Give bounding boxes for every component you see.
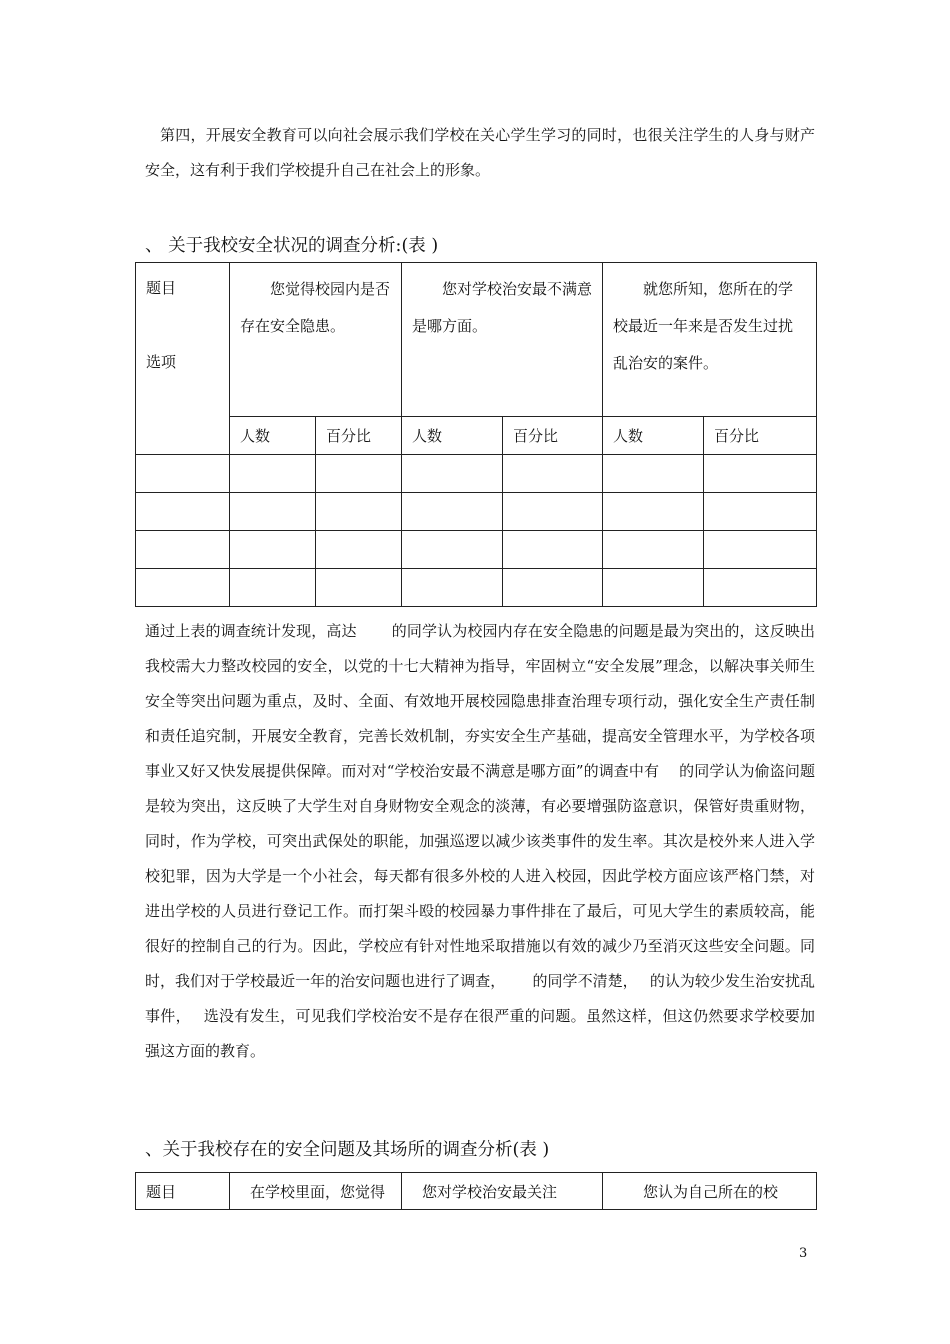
table-cell bbox=[603, 531, 704, 569]
table-row bbox=[136, 531, 817, 569]
subheader-percent: 百分比 bbox=[704, 417, 817, 455]
table-cell bbox=[230, 569, 316, 607]
paragraph-survey-analysis: 通过上表的调查统计发现，高达 的同学认为校园内存在安全隐患的问题是最为突出的，这反映出我校需大力整改校园的安全，以党的十七大精神为指导，牢固树立“安全发展”理念，以解决事关师生安全等突出问题为重点，及时、全面、有效地开展校园隐患排查治理专项行动，强化安全生产责任制和责任追究制，开展安全教育，完善长效机制，夯实安全生产基础，提高安全管理水平，为学校各项事业又好又快发展提供保障。而对对“学校治安最不满意是哪方面”的调查中有 的同学认为偷盗问题是较为突出，这反映了大学生对自身财物安全观念的淡薄，有必要增强防盗意识，保管好贵重财物，同时，作为学校，可突出武保处的职能，加强巡逻以减少该类事件的发生率。其次是校外来人进入学校犯罪，因为大学是一个小社会，每天都有很多外校的人进入校园，因此学校方面应该严格门禁，对进出学校的人员进行登记工作。而打架斗殴的校园暴力事件排在了最后，可见大学生的素质较高，能很好的控制自己的行为。因此，学校应有针对性地采取措施以有效的减少乃至消灭这些安全问题。同时，我们对于学校最近一年的治安问题也进行了调查， 的同学不清楚， 的认为较少发生治安扰乱事件， 选没有发生，可见我们学校治安不是存在很严重的问题。虽然这样，但这仍然要求学校要加强这方面的教育。 bbox=[145, 622, 815, 1060]
table-cell bbox=[316, 455, 402, 493]
table-cell bbox=[603, 569, 704, 607]
table-cell bbox=[402, 569, 503, 607]
corner-label-topic: 题目 bbox=[146, 279, 177, 297]
table-row bbox=[136, 493, 817, 531]
question-recent-cases: 就您所知，您所在的学校最近一年来是否发生过扰乱治安的案件。 bbox=[603, 263, 817, 417]
table-corner-cell bbox=[136, 263, 230, 455]
table-cell bbox=[503, 493, 603, 531]
table-cell bbox=[704, 455, 817, 493]
table-cell bbox=[704, 569, 817, 607]
table-cell bbox=[503, 569, 603, 607]
subheader-count: 人数 bbox=[230, 417, 316, 455]
table-cell bbox=[316, 493, 402, 531]
corner-label-options: 选项 bbox=[146, 353, 177, 371]
table-cell bbox=[704, 493, 817, 531]
table2-question-2: 您对学校治安最关注 bbox=[402, 1173, 603, 1210]
table-row bbox=[136, 455, 817, 493]
page-number: 3 bbox=[799, 1246, 808, 1261]
table2-question-1: 在学校里面，您觉得 bbox=[230, 1173, 402, 1210]
table-cell bbox=[402, 455, 503, 493]
table2-question-3: 您认为自己所在的校 bbox=[603, 1173, 817, 1210]
table-cell bbox=[316, 569, 402, 607]
survey-table-safety-status bbox=[135, 262, 817, 607]
subheader-percent: 百分比 bbox=[503, 417, 603, 455]
table-cell bbox=[136, 531, 230, 569]
subheader-count: 人数 bbox=[402, 417, 503, 455]
table-cell bbox=[230, 455, 316, 493]
survey-table-problems-locations bbox=[135, 1172, 817, 1210]
table-cell bbox=[503, 531, 603, 569]
table-cell bbox=[230, 493, 316, 531]
question-least-satisfied: 您对学校治安最不满意是哪方面。 bbox=[402, 263, 603, 417]
table-cell bbox=[603, 455, 704, 493]
table-row bbox=[136, 569, 817, 607]
subheader-percent: 百分比 bbox=[316, 417, 402, 455]
table-cell bbox=[136, 569, 230, 607]
subheader-count: 人数 bbox=[603, 417, 704, 455]
table2-topic-cell: 题目 bbox=[136, 1173, 230, 1210]
table-cell bbox=[402, 493, 503, 531]
section-heading-safety-survey: 、 关于我校安全状况的调查分析:(表 ) bbox=[145, 236, 439, 256]
question-hidden-danger: 您觉得校园内是否存在安全隐患。 bbox=[230, 263, 402, 417]
table-cell bbox=[503, 455, 603, 493]
table-cell bbox=[230, 531, 316, 569]
table-cell bbox=[603, 493, 704, 531]
paragraph-fourth-point: 第四，开展安全教育可以向社会展示我们学校在关心学生学习的同时，也很关注学生的人身与财产安全，这有利于我们学校提升自己在社会上的形象。 bbox=[145, 126, 815, 179]
table-row bbox=[136, 1173, 817, 1210]
table-cell bbox=[136, 493, 230, 531]
table-cell bbox=[402, 531, 503, 569]
table-cell bbox=[704, 531, 817, 569]
table-cell bbox=[136, 455, 230, 493]
section-heading-problems-locations: 、关于我校存在的安全问题及其场所的调查分析(表 ) bbox=[145, 1140, 550, 1160]
table-cell bbox=[316, 531, 402, 569]
